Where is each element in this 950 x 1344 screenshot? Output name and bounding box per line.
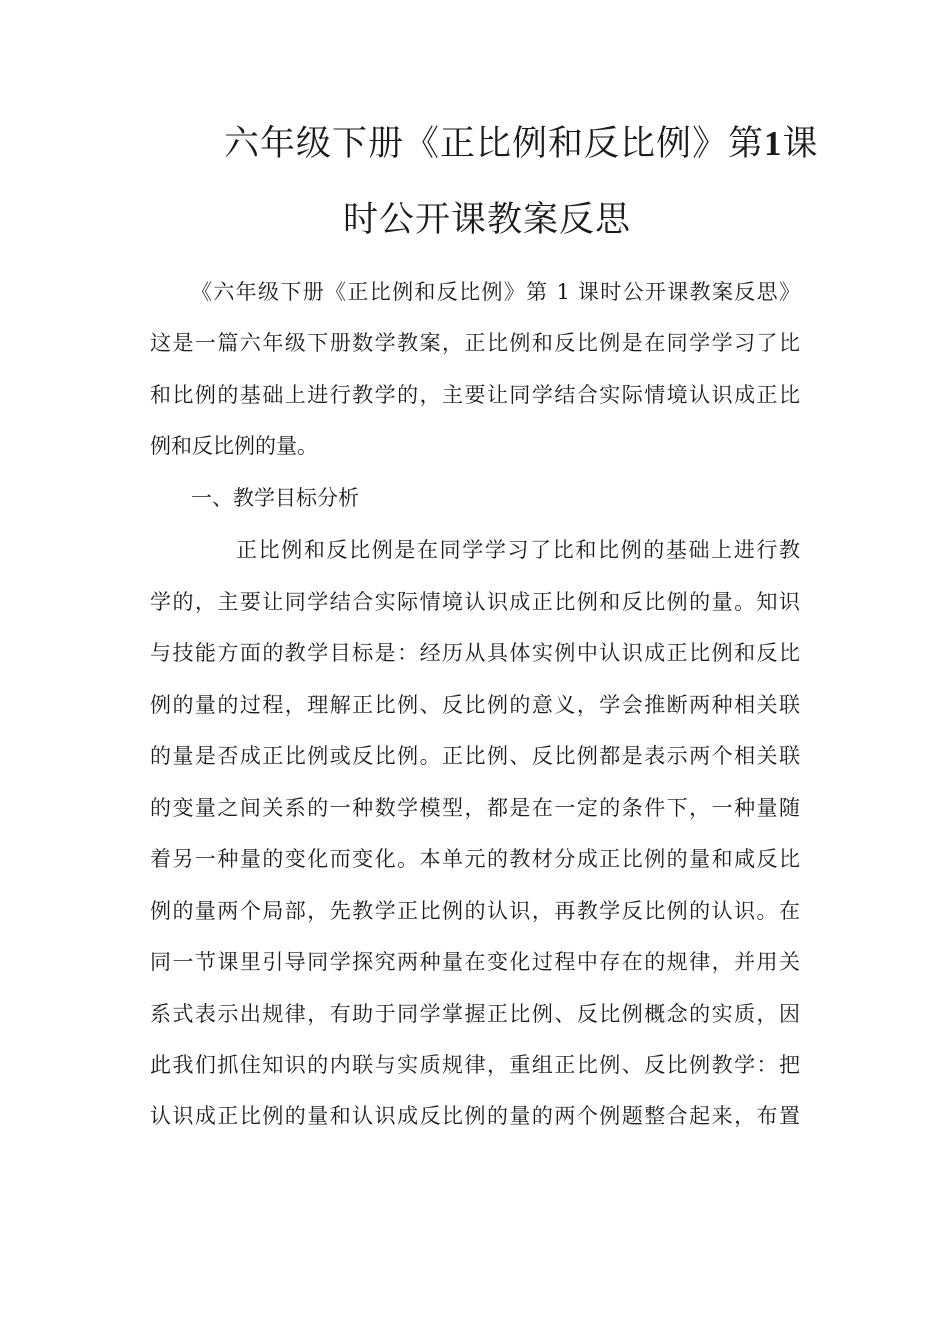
intro-line: 《六年级下册《正比例和反比例》第 1 课时公开课教案反思》 bbox=[191, 280, 800, 304]
section-line: 正比例和反比例是在同学学习了比和比例的基础上进行教 bbox=[236, 538, 800, 562]
section-line: 例的量两个局部，先教学正比例的认识，再教学反比例的认识。在 bbox=[150, 899, 800, 923]
intro-line: 这是一篇六年级下册数学教案，正比例和反比例是在同学学习了比 bbox=[150, 331, 800, 355]
title-text-part-1: 六年级下册《正比例和反比例》第 bbox=[224, 124, 765, 164]
title-text-part-2: 课 bbox=[782, 124, 819, 164]
section-line: 例的量的过程，理解正比例、反比例的意义，学会推断两种相关联 bbox=[150, 693, 800, 717]
section-line: 着另一种量的变化而变化。本单元的教材分成正比例的量和咸反比 bbox=[150, 847, 800, 871]
intro-line: 和比例的基础上进行教学的，主要让同学结合实际情境认识成正比 bbox=[150, 383, 800, 407]
section-line: 的量是否成正比例或反比例。正比例、反比例都是表示两个相关联 bbox=[150, 744, 800, 768]
section-line: 认识成正比例的量和认识成反比例的量的两个例题整合起来，布置 bbox=[150, 1104, 800, 1128]
document-title-line-2: 时公开课教案反思 bbox=[343, 200, 632, 240]
section-line: 与技能方面的教学目标是：经历从具体实例中认识成正比例和反比 bbox=[150, 641, 800, 665]
section-line: 学的，主要让同学结合实际情境认识成正比例和反比例的量。知识 bbox=[150, 590, 800, 614]
document-title-line-1 bbox=[224, 124, 819, 164]
section-line: 的变量之间关系的一种数学模型，都是在一定的条件下，一种量随 bbox=[150, 796, 800, 820]
intro-line: 例和反比例的量。 bbox=[150, 434, 318, 458]
section-line: 系式表示出规律，有助于同学掌握正比例、反比例概念的实质，因 bbox=[150, 1002, 800, 1026]
section-line: 此我们抓住知识的内联与实质规律，重组正比例、反比例教学：把 bbox=[150, 1053, 800, 1077]
title-lesson-number: 1 bbox=[764, 124, 783, 163]
section-heading: 一、教学目标分析 bbox=[191, 486, 359, 510]
section-line: 同一节课里引导同学探究两种量在变化过程中存在的规律，并用关 bbox=[150, 950, 800, 974]
